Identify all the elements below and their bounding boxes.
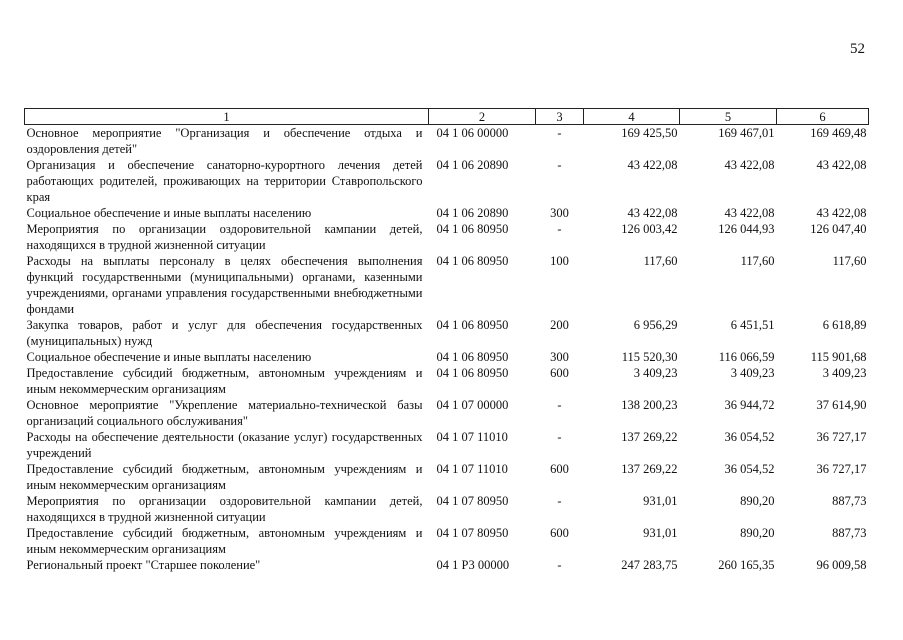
expense-name: Мероприятия по организации оздоровительной кампании детей, находящихся в трудной жизненной ситуации (26, 222, 423, 252)
expense-type: 100 (550, 254, 569, 268)
table-row (25, 221, 869, 253)
amount-year-3: 43 422,08 (816, 206, 867, 220)
table-row (25, 429, 869, 461)
expense-type: - (557, 158, 562, 172)
amount-year-1: 137 269,22 (621, 462, 678, 476)
target-code: 04 1 07 00000 (436, 398, 509, 412)
expense-name: Социальное обеспечение и иные выплаты населению (26, 350, 312, 364)
expense-name: Основное мероприятие "Укрепление материально-технической базы организаций социального обслуживания" (26, 398, 423, 428)
table-row (25, 397, 869, 429)
column-header-5: 5 (680, 109, 777, 125)
amount-year-1: 6 956,29 (633, 318, 678, 332)
target-code: 04 1 06 80950 (436, 254, 509, 268)
table-row (25, 253, 869, 317)
amount-year-2: 6 451,51 (730, 318, 775, 332)
amount-year-1: 3 409,23 (633, 366, 678, 380)
table-row (25, 157, 869, 205)
expense-name: Региональный проект "Старшее поколение" (26, 558, 261, 572)
amount-year-2: 116 066,59 (718, 350, 775, 364)
expense-name: Предоставление субсидий бюджетным, автономным учреждениям и иным некоммерческим организациям (26, 462, 423, 492)
amount-year-3: 3 409,23 (822, 366, 867, 380)
expense-name: Социальное обеспечение и иные выплаты населению (26, 206, 312, 220)
amount-year-1: 43 422,08 (627, 206, 678, 220)
expense-type: 300 (550, 206, 569, 220)
column-header-4: 4 (584, 109, 680, 125)
column-header-1: 1 (25, 109, 429, 125)
amount-year-1: 247 283,75 (621, 558, 678, 572)
amount-year-1: 126 003,42 (621, 222, 678, 236)
amount-year-3: 887,73 (832, 494, 867, 508)
header-row (25, 109, 869, 125)
amount-year-3: 887,73 (832, 526, 867, 540)
amount-year-3: 6 618,89 (822, 318, 867, 332)
expense-name: Основное мероприятие "Организация и обеспечение отдыха и оздоровления детей" (26, 126, 423, 156)
amount-year-2: 36 054,52 (724, 430, 775, 444)
table-row (25, 365, 869, 397)
amount-year-3: 126 047,40 (810, 222, 867, 236)
table-row (25, 317, 869, 349)
expense-name: Предоставление субсидий бюджетным, автономным учреждениям и иным некоммерческим организациям (26, 526, 423, 556)
target-code: 04 1 07 80950 (436, 526, 509, 540)
expense-type: 600 (550, 462, 569, 476)
target-code: 04 1 07 11010 (436, 430, 508, 444)
expense-type: 600 (550, 366, 569, 380)
amount-year-3: 36 727,17 (816, 462, 867, 476)
table-row (25, 493, 869, 525)
table-row (25, 557, 869, 573)
amount-year-3: 117,60 (832, 254, 867, 268)
amount-year-1: 931,01 (643, 526, 678, 540)
amount-year-2: 126 044,93 (718, 222, 775, 236)
amount-year-3: 43 422,08 (816, 158, 867, 172)
target-code: 04 1 06 20890 (436, 206, 509, 220)
expense-name: Организация и обеспечение санаторно-курортного лечения детей работающих родителей, проживающих на территории Ставропольского края (26, 158, 423, 204)
expense-type: - (557, 494, 562, 508)
expense-type: - (557, 430, 562, 444)
page-number: 52 (850, 41, 865, 57)
amount-year-2: 43 422,08 (724, 206, 775, 220)
amount-year-3: 169 469,48 (810, 126, 867, 140)
expense-name: Предоставление субсидий бюджетным, автономным учреждениям и иным некоммерческим организациям (26, 366, 423, 396)
amount-year-3: 96 009,58 (816, 558, 867, 572)
amount-year-3: 115 901,68 (810, 350, 867, 364)
amount-year-2: 43 422,08 (724, 158, 775, 172)
target-code: 04 1 06 80950 (436, 366, 509, 380)
expense-type: - (557, 398, 562, 412)
expense-type: - (557, 558, 562, 572)
amount-year-2: 890,20 (740, 494, 775, 508)
amount-year-1: 117,60 (643, 254, 678, 268)
amount-year-1: 931,01 (643, 494, 678, 508)
amount-year-1: 169 425,50 (621, 126, 678, 140)
expense-type: 200 (550, 318, 569, 332)
amount-year-2: 36 054,52 (724, 462, 775, 476)
amount-year-1: 43 422,08 (627, 158, 678, 172)
expense-name: Расходы на выплаты персоналу в целях обеспечения выполнения функций государственными (муниципальными) органами, казенными учреждениями, органами управления государственными внебюджетными фондами (26, 254, 423, 316)
amount-year-1: 138 200,23 (621, 398, 678, 412)
table-row (25, 525, 869, 557)
amount-year-2: 3 409,23 (730, 366, 775, 380)
table-row (25, 461, 869, 493)
table-row (25, 205, 869, 221)
target-code: 04 1 P3 00000 (436, 558, 510, 572)
amount-year-2: 890,20 (740, 526, 775, 540)
expense-type: - (557, 222, 562, 236)
amount-year-3: 36 727,17 (816, 430, 867, 444)
target-code: 04 1 06 20890 (436, 158, 509, 172)
column-header-2: 2 (429, 109, 536, 125)
amount-year-1: 137 269,22 (621, 430, 678, 444)
column-header-3: 3 (536, 109, 584, 125)
expense-type: - (557, 126, 562, 140)
table-row (25, 125, 869, 158)
amount-year-2: 260 165,35 (718, 558, 775, 572)
amount-year-3: 37 614,90 (816, 398, 867, 412)
table-row (25, 349, 869, 365)
expense-type: 300 (550, 350, 569, 364)
target-code: 04 1 07 11010 (436, 462, 508, 476)
target-code: 04 1 06 80950 (436, 350, 509, 364)
target-code: 04 1 06 80950 (436, 318, 509, 332)
amount-year-2: 117,60 (740, 254, 775, 268)
amount-year-2: 36 944,72 (724, 398, 775, 412)
target-code: 04 1 07 80950 (436, 494, 509, 508)
amount-year-1: 115 520,30 (621, 350, 678, 364)
amount-year-2: 169 467,01 (718, 126, 775, 140)
budget-table (24, 108, 869, 573)
target-code: 04 1 06 00000 (436, 126, 509, 140)
expense-type: 600 (550, 526, 569, 540)
expense-name: Расходы на обеспечение деятельности (оказание услуг) государственных учреждений (26, 430, 423, 460)
target-code: 04 1 06 80950 (436, 222, 509, 236)
expense-name: Закупка товаров, работ и услуг для обеспечения государственных (муниципальных) нужд (26, 318, 423, 348)
expense-name: Мероприятия по организации оздоровительной кампании детей, находящихся в трудной жизненной ситуации (26, 494, 423, 524)
column-header-6: 6 (777, 109, 869, 125)
